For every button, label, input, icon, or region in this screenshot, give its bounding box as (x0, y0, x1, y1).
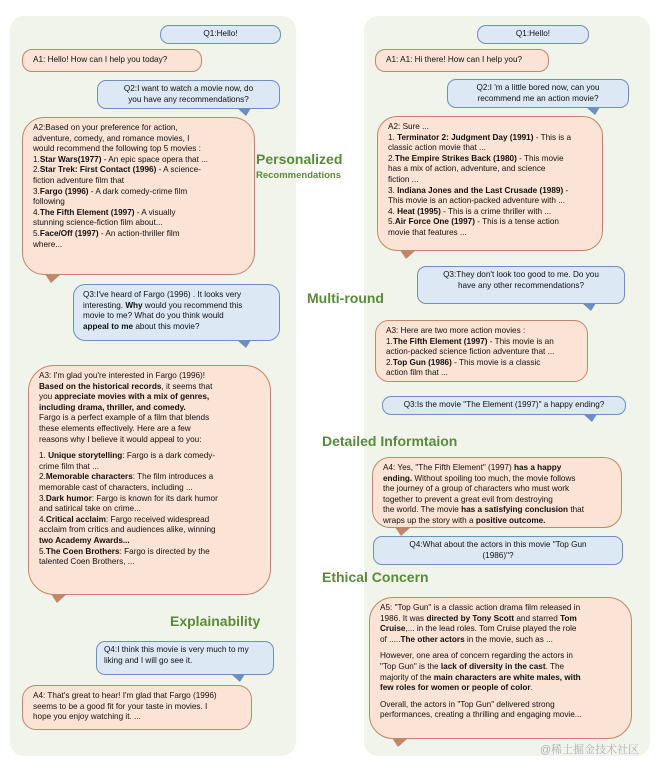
text-segment: acclaim from critics and audiences alike, winning (39, 525, 216, 535)
right-q5-bubble (373, 536, 623, 565)
text-line (39, 424, 260, 435)
right-q2-bubble (447, 79, 629, 108)
text-segment: 1986. It was (380, 613, 427, 623)
text-segment: 2. (39, 472, 46, 482)
text-segment: This movie is an action-packed adventure with ... (388, 196, 566, 206)
text-segment: interesting. (83, 300, 126, 310)
text-segment: majority of the (380, 672, 434, 682)
text-segment: 5. (39, 546, 46, 556)
label-ethical-concern: Ethical Concern (322, 569, 429, 585)
text-line (39, 371, 260, 382)
text-line (83, 301, 270, 312)
text-segment: the world. The movie (383, 505, 462, 515)
bold-segment: Tom (560, 613, 577, 623)
text-line (33, 134, 244, 145)
bold-segment: The Coen Brothers (45, 546, 120, 556)
text-line (33, 218, 244, 229)
text-line (388, 217, 592, 228)
right-q3-bubble (417, 266, 625, 304)
text-line (39, 483, 260, 494)
text-line (383, 505, 611, 516)
text-line (380, 710, 621, 721)
text-line: hope you enjoy watching it. ... (33, 712, 141, 722)
bold-segment: appreciate movies with a mix of genres, (54, 392, 210, 402)
bold-segment: Cruise (380, 624, 406, 634)
left-q1-bubble: Q1:Hello! (160, 25, 281, 44)
text-segment: would recommend the following top 5 movies : (33, 144, 201, 154)
text-segment: 4. (388, 206, 398, 216)
text-line (39, 392, 260, 403)
text-line (388, 154, 592, 165)
bold-segment: The Fifth Element (1997) (39, 207, 135, 217)
text-segment: classic action movie that ... (388, 143, 486, 153)
text-line (386, 326, 577, 337)
text-segment: . The (545, 661, 565, 671)
text-segment: - This movie is an (487, 336, 554, 346)
right-a3-bubble (375, 320, 588, 382)
text-line (39, 382, 260, 393)
text-line (39, 557, 260, 568)
text-line (388, 186, 592, 197)
text-segment: movie that features ... (388, 227, 467, 237)
text-segment: 1. (386, 336, 393, 346)
bold-segment: few roles for women or people of color (380, 683, 531, 693)
text-segment: : Fargo is directed by the (119, 546, 210, 556)
text-segment: Fargo is a perfect example of a film that blends (39, 413, 210, 423)
text-segment: , it seems that (161, 381, 213, 391)
text-line (83, 290, 270, 301)
text-segment: 4. (39, 514, 46, 524)
text-segment: - (563, 185, 569, 195)
text-line (383, 474, 611, 485)
text-segment: 1. (388, 132, 398, 142)
right-a2-bubble (377, 116, 603, 251)
text-line (388, 196, 592, 207)
text-line (39, 403, 260, 414)
text-segment: action film that ... (386, 368, 448, 378)
text-line: have any other recommendations? (457, 280, 585, 290)
text-segment: : Fargo received widespread (105, 514, 210, 524)
left-q3-bubble (73, 284, 280, 341)
text-segment: 3. (388, 185, 398, 195)
bold-segment: main characters are white males, with (433, 672, 581, 682)
text-segment: of ..... (380, 634, 401, 644)
text-segment: - A science- (156, 165, 201, 175)
bold-segment: Air Force One (1997) (394, 217, 475, 227)
text-line (388, 207, 592, 218)
text-line (386, 368, 577, 379)
left-a2-bubble (22, 117, 255, 275)
text-segment: - An action-thriller film (98, 228, 180, 238)
text-segment: : The film introduces a (132, 472, 214, 482)
bold-segment: Indiana Jones and the Last Crusade (1989) (397, 185, 564, 195)
text-segment: where... (33, 239, 63, 249)
bold-segment: directed by Tony Scott (426, 613, 515, 623)
bold-segment: Star Trek: First Contact (1996) (39, 165, 157, 175)
text-line (33, 187, 244, 198)
text-segment: Q3:I've heard of Fargo (1996) . It looks very (83, 290, 242, 299)
text-segment: has a mix of action, adventure, and science (388, 164, 546, 174)
right-a1-bubble: A1: A1: Hi there! How can I help you? (375, 49, 549, 72)
text-segment: However, one area of concern regarding the actors in (380, 651, 573, 661)
label-detailed-information: Detailed Informtaion (322, 433, 458, 449)
text-line: seems to be a good fit for your taste in movies. I (33, 701, 208, 711)
text-segment: that (568, 505, 584, 515)
text-segment: A3: I'm glad you're interested in Fargo (1996)! (39, 371, 206, 380)
text-segment: following (33, 197, 65, 207)
bold-segment: Star Wars(1977) (39, 154, 102, 164)
bold-segment: ending. (383, 473, 413, 483)
text-line (380, 662, 621, 673)
text-line: Q2:I 'm a little bored now, can you (476, 83, 600, 92)
text-segment: 1. (33, 154, 40, 164)
text-segment: - This is a tense action (474, 217, 559, 227)
text-segment: 5. (33, 228, 40, 238)
text-segment: stunning science-fiction film about... (33, 218, 163, 228)
text-line: (1986)"? (482, 550, 514, 560)
bold-segment: two Academy Awards... (39, 535, 130, 545)
text-line (383, 484, 611, 495)
text-segment: together to prevent a great evil from destroying (383, 494, 553, 504)
text-segment: - This is a crime thriller with ... (440, 206, 552, 216)
text-line (383, 516, 611, 527)
text-segment: and starred (514, 613, 561, 623)
text-line (33, 208, 244, 219)
text-line (386, 337, 577, 348)
text-line (388, 133, 592, 144)
bold-segment: Critical acclaim (45, 514, 106, 524)
text-line (39, 547, 260, 558)
bold-segment: The Fifth Element (1997) (392, 336, 488, 346)
text-segment: - This movie is a classic (451, 357, 541, 367)
text-line (33, 197, 244, 208)
bold-segment: Why (125, 300, 143, 310)
text-line (39, 451, 260, 462)
text-segment: - This is a (533, 132, 572, 142)
bold-segment: Top Gun (1986) (392, 357, 452, 367)
text-segment: reasons why I believe it would appeal to you: (39, 434, 202, 444)
text-line (39, 504, 260, 515)
left-a4-bubble (22, 685, 252, 730)
text-line (33, 155, 244, 166)
bold-segment: The Empire Strikes Back (1980) (394, 153, 517, 163)
bold-segment: lack of diversity in the cast (440, 661, 546, 671)
text-segment: performances, creating a thrilling and engaging movie... (380, 710, 582, 720)
text-segment: ,... in the lead roles. Tom Cruise played the role (405, 624, 577, 634)
text-segment: in the movie, such as ... (464, 634, 553, 644)
text-segment: wraps up the story with a (383, 515, 476, 525)
text-line (380, 614, 621, 625)
text-segment: - This movie (516, 153, 564, 163)
text-line (33, 123, 244, 134)
bold-segment: Memorable characters (45, 472, 133, 482)
text-segment: adventure, comedy, and romance movies, I (33, 133, 190, 143)
text-segment: . (530, 683, 533, 693)
text-segment: 4. (33, 207, 40, 217)
bold-segment: Based on the historical records (39, 381, 162, 391)
text-segment: talented Coen Brothers, ... (39, 557, 135, 567)
text-line (39, 525, 260, 536)
bold-segment: The other actors (400, 634, 465, 644)
text-segment: 1. (39, 451, 49, 461)
text-line (380, 635, 621, 646)
text-line (383, 495, 611, 506)
text-segment: "Top Gun" is the (380, 661, 441, 671)
text-segment: the journey of a group of characters who must work (383, 484, 570, 494)
left-q4-bubble (96, 641, 274, 675)
text-line (33, 165, 244, 176)
text-line: you have any recommendations? (128, 94, 249, 104)
right-a5-bubble (369, 597, 632, 739)
text-line (388, 143, 592, 154)
text-line (33, 229, 244, 240)
text-segment: movie to me? What do you think would (83, 311, 224, 321)
text-line (388, 228, 592, 239)
watermark: @稀土掘金技术社区 (540, 744, 640, 756)
text-segment: about this movie? (133, 321, 200, 331)
text-line (388, 164, 592, 175)
text-segment: - An epic space opera that ... (101, 154, 208, 164)
text-line (388, 175, 592, 186)
text-segment: crime film that ... (39, 461, 100, 471)
bold-segment: positive outcome. (475, 515, 546, 525)
text-segment: fiction ... (388, 174, 419, 184)
text-segment: these elements effectively. Here are a few (39, 423, 191, 433)
text-line (383, 463, 611, 474)
text-segment: 3. (39, 493, 46, 503)
text-line (83, 311, 270, 322)
text-line: liking and I will go see it. (104, 655, 193, 665)
text-line: Q2:I want to watch a movie now, do (123, 84, 254, 93)
label-recommendations: Recommendations (256, 170, 341, 181)
text-line (39, 536, 260, 547)
text-segment: A2:Based on your preference for action, (33, 123, 178, 132)
text-segment: Overall, the actors in "Top Gun" delivered strong (380, 699, 555, 709)
text-line (380, 624, 621, 635)
text-line (39, 472, 260, 483)
text-line (388, 122, 592, 133)
text-segment: - A dark comedy-crime film (88, 186, 188, 196)
text-line (33, 176, 244, 187)
text-segment: action-packed science fiction adventure that ... (386, 347, 555, 357)
right-q1-bubble: Q1:Hello! (477, 25, 589, 44)
text-segment: A5: "Top Gun" is a classic action drama film released in (380, 603, 581, 612)
text-segment: fiction adventure film that (33, 175, 125, 185)
bold-segment: has a satisfying conclusion (461, 505, 569, 515)
left-a3-bubble (28, 365, 271, 595)
bold-segment: appeal to me (83, 321, 134, 331)
bold-segment: Fargo (1996) (39, 186, 89, 196)
label-explainability: Explainability (170, 613, 261, 629)
text-line (380, 683, 621, 694)
text-segment: 3. (33, 186, 40, 196)
text-segment: A2: Sure ... (388, 122, 429, 131)
text-segment: : Fargo is known for its dark humor (91, 493, 218, 503)
text-segment: memorable cast of characters, including ... (39, 482, 193, 492)
text-segment: Without spoiling too much, the movie follows (412, 473, 576, 483)
text-line (33, 240, 244, 251)
bold-segment: Terminator 2: Judgment Day (1991) (397, 132, 534, 142)
text-line (380, 651, 621, 662)
text-line: recommend me an action movie? (477, 93, 599, 103)
text-line (39, 494, 260, 505)
left-q2-bubble (97, 80, 280, 109)
text-line: A4: That's great to hear! I'm glad that Fargo (1996) (33, 691, 217, 700)
text-line: Q3:They don't look too good to me. Do you (443, 270, 599, 279)
text-segment: would you recommend this (142, 300, 243, 310)
bold-segment: Unique storytelling (48, 451, 123, 461)
text-line (39, 413, 260, 424)
text-segment: 2. (386, 357, 393, 367)
text-line (33, 144, 244, 155)
right-q4-bubble: Q3:Is the movie "The Element (1997)" a happy ending? (382, 396, 626, 415)
label-personalized: Personalized (256, 151, 343, 167)
bold-segment: has a happy (513, 463, 562, 472)
text-line: Q4:I think this movie is very much to my (104, 645, 249, 654)
text-line (39, 462, 260, 473)
text-line (380, 700, 621, 711)
text-segment: - A visually (134, 207, 176, 217)
text-line (386, 347, 577, 358)
text-line (380, 673, 621, 684)
text-line (380, 603, 621, 614)
text-segment: A3: Here are two more action movies : (386, 326, 526, 335)
right-a4-bubble (372, 457, 622, 528)
text-segment: : Fargo is a dark comedy- (122, 451, 216, 461)
text-segment: and satirical take on crime... (39, 504, 141, 514)
text-line (39, 515, 260, 526)
text-segment: 5. (388, 217, 395, 227)
bold-segment: Dark humor (45, 493, 92, 503)
text-segment: you (39, 392, 55, 402)
text-segment: 2. (33, 165, 40, 175)
text-line (386, 358, 577, 369)
text-segment: 2. (388, 153, 395, 163)
bold-segment: including drama, thriller, and comedy. (39, 402, 186, 412)
text-line (83, 322, 270, 333)
text-line (39, 435, 260, 446)
label-multi-round: Multi-round (307, 290, 384, 306)
bold-segment: Heat (1995) (397, 206, 441, 216)
text-segment: A4: Yes, "The Fifth Element" (1997) (383, 463, 514, 472)
bold-segment: Face/Off (1997) (39, 228, 99, 238)
left-a1-bubble: A1: Hello! How can I help you today? (22, 49, 202, 72)
text-line: Q4:What about the actors in this movie "Top Gun (409, 540, 587, 549)
